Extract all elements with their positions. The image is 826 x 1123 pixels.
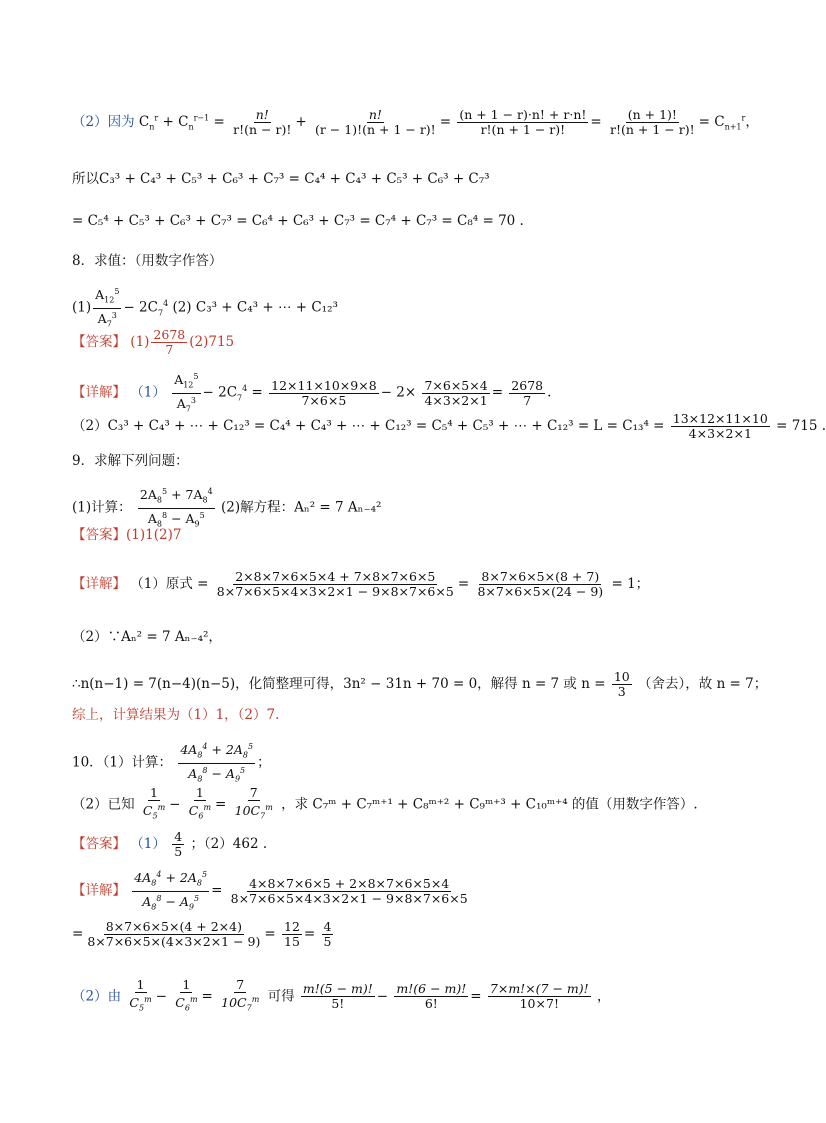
detail-text: = 1；	[611, 576, 650, 592]
question-text: 10．（1）计算：	[72, 754, 173, 771]
fraction: $\frac{2678}{7}$	[511, 377, 544, 408]
fraction: $\frac{7}{10C_7^m}$	[221, 977, 260, 1013]
fraction: $\frac{7\times m!\times(7 - m)!}{10\times 7!}$	[489, 981, 589, 1012]
detail-text: （1）原式 =	[130, 576, 209, 592]
question-text: (1)计算：	[72, 499, 132, 516]
question-text: ，求 C₇ᵐ + C₇ᵐ⁺¹ + C₈ᵐ⁺² + C₉ᵐ⁺³ + C₁₀ᵐ⁺⁴ 的值（用数字作答）.	[281, 796, 698, 813]
fraction: $\frac{10}{3}$	[613, 669, 630, 699]
detail-9-2: （2）∵Aₙ² = 7 Aₙ₋₄²，	[72, 629, 222, 645]
answer-tag: 【答案】	[72, 527, 126, 543]
fraction: $\frac{(n + 1 - r)\cdot n! + r\cdot n!}{r!(n + 1 - r)!}$	[459, 107, 587, 137]
detail-text: （2）C₃³ + C₄³ + ⋯ + C₁₂³ = C₄⁴ + C₄³ + ⋯ + C₁₂³ = C₅⁴ + C₅³ + ⋯ + C₁₂³ = L = C₁₃⁴ =	[72, 418, 665, 434]
fraction	[151, 328, 187, 357]
detail-text: = 715 .	[776, 418, 826, 434]
question-9: 9．求解下列问题：	[72, 453, 189, 469]
combination-identity-line: （2）因为 $C_n^r + C_n^{r-1}$ = $\frac{n!}{r!(n - r)!}$ + $\frac{n!}{(r - 1)!(n + 1 - r)!}$ = $\frac{(n + 1 - r)\cdot n! + r\cdot n!}{r!(n + 1 - r)!}$ = $\frac{(n + 1)!}{r!(n + 1 - r)!}$ = $C_{n+1}^r$，	[72, 107, 759, 137]
answer-text: ；（2）462 .	[190, 836, 268, 852]
fraction: $\frac{1}{C_5^m}$	[129, 977, 152, 1013]
fraction: $\frac{A_{12}^5}{A_7^3}$	[95, 287, 120, 329]
fraction: $\frac{4A_8^4 + 2A_8^5}{A_8^8 - A_9^5}$	[134, 870, 208, 912]
question-text: （2）已知	[72, 796, 135, 813]
fraction: $\frac{n!}{(r - 1)!(n + 1 - r)!}$	[314, 107, 436, 137]
fraction: $\frac{12}{15}$	[284, 919, 300, 949]
answer-9	[72, 526, 181, 544]
question-8-part-2: (2) C₃³ + C₄³ + ⋯ + C₁₂³	[172, 299, 338, 316]
fraction: $\frac{2\times 8\times 7\times 6\times 5\times 4 + 7\times 8\times 7\times 6\times 5}{8\times 7\times 6\times 5\times 4\times 3\times 2\times 1 - 9\times 8\times 7\times 6\times 5}$	[216, 569, 454, 599]
part-label: （2）因为	[72, 114, 135, 130]
detail-text: ，	[596, 988, 611, 1005]
fraction: $\frac{1}{C_5^m}$	[142, 785, 166, 821]
answer-10	[72, 830, 267, 859]
detail-tag: 【详解】	[72, 576, 126, 592]
fraction: $\frac{m!(6 - m)!}{6!}$	[396, 981, 467, 1012]
fraction: $\frac{1}{C_6^m}$	[175, 977, 198, 1013]
fraction: $\frac{4A_8^4 + 2A_8^5}{A_8^8 - A_9^5}$	[180, 742, 254, 784]
fraction: $\frac{8\times 7\times 6\times 5\times(4 + 2\times 4)}{8\times 7\times 6\times 5\times(4\times 3\times 2\times 1 - 9)}$	[87, 919, 261, 949]
fraction: $\frac{4}{5}$	[323, 919, 332, 949]
part-label: （1）	[130, 384, 166, 401]
fraction: $\frac{A_{12}^5}{A_7^3}$	[174, 372, 199, 414]
question-text: (2)解方程：Aₙ² = 7 Aₙ₋₄²	[220, 499, 382, 516]
answer-8	[72, 328, 234, 357]
answer-text: (1)	[130, 334, 150, 350]
detail-10-3: （2）由 $\frac{1}{C_5^m}$ − $\frac{1}{C_6^m}$ = $\frac{7}{10C_7^m}$ 可得 $\frac{m!(5 - m)!}{5!}$ − $\frac{m!(6 - m)!}{6!}$ = $\frac{7\times m!\times(7 - m)!}{10\times 7!}$ ，	[72, 978, 610, 1016]
question-9-parts	[72, 485, 381, 531]
fraction: $\frac{7\times 6\times 5\times 4}{4\times 3\times 2\times 1}$	[424, 377, 488, 408]
detail-text: ∴n(n−1) = 7(n−4)(n−5)，化简整理可得，3n² − 31n + 70 = 0，解得 n = 7 或 n =	[72, 676, 606, 692]
detail-text: 可得	[267, 988, 295, 1005]
lhs-expr: $C_n^r + C_n^{r-1}$ =	[138, 113, 225, 132]
fraction: $\frac{(n + 1)!}{r!(n + 1 - r)!}$	[610, 107, 695, 137]
sum-line-2: = C₅⁴ + C₅³ + C₆³ + C₇³ = C₆⁴ + C₆³ + C₇³ = C₇⁴ + C₇³ = C₈⁴ = 70 .	[72, 213, 524, 229]
fraction: $\frac{n!}{r!(n - r)!}$	[233, 107, 292, 137]
question-8: 8．求值：（用数字作答）	[72, 253, 223, 269]
detail-9-3	[72, 670, 767, 699]
fraction: $\frac{7}{10C_7^m}$	[234, 785, 273, 821]
answer-text: （1）	[130, 836, 166, 852]
detail-8-2	[72, 412, 826, 441]
answer-numerator: 2678	[153, 327, 186, 342]
question-10-part-1: 10．（1）计算： $\frac{4A_8^4 + 2A_8^5}{A_8^8 - A_9^5}$ ；	[72, 740, 271, 786]
answer-text: (1)1(2)7	[126, 527, 182, 543]
question-10-part-2: （2）已知 $\frac{1}{C_5^m}$ − $\frac{1}{C_6^m}$ = $\frac{7}{10C_7^m}$ ，求 C₇ᵐ + C₇ᵐ⁺¹ + C₈ᵐ⁺² + C₉ᵐ⁺³ + C₁₀ᵐ⁺⁴ 的值（用数字作答）.	[72, 786, 698, 824]
fraction: $\frac{4\times 8\times 7\times 6\times 5 + 2\times 8\times 7\times 6\times 5\times 4}{8\times 7\times 6\times 5\times 4\times 3\times 2\times 1 - 9\times 8\times 7\times 6\times 5}$	[230, 875, 468, 906]
detail-10-1: 【详解】 $\frac{4A_8^4 + 2A_8^5}{A_8^8 - A_9^5}$ = $\frac{4\times 8\times 7\times 6\times 5 + 2\times 8\times 7\times 6\times 5\times 4}{8\times 7\times 6\times 5\times 4\times 3\times 2\times 1 - 9\times 8\times 7\times 6\times 5}$	[72, 868, 472, 914]
detail-9-1: 【详解】 （1）原式 = $\frac{2\times 8\times 7\times 6\times 5\times 4 + 7\times 8\times 7\times 6\times 5}{8\times 7\times 6\times 5\times 4\times 3\times 2\times 1 - 9\times 8\times 7\times 6\times 5}$ = $\frac{8\times 7\times 6\times 5\times(8 + 7)}{8\times 7\times 6\times 5\times(24 - 9)}$ = 1；	[72, 569, 650, 599]
answer-tag: 【答案】	[72, 334, 126, 350]
detail-8-1: 【详解】 （1） $\frac{A_{12}^5}{A_7^3}$ − $2C_7^4$ = $\frac{12\times 11\times 10\times 9\times 8}{7\times 6\times 5}$ − 2× $\frac{7\times 6\times 5\times 4}{4\times 3\times 2\times 1}$ = $\frac{2678}{7}$ .	[72, 370, 551, 416]
answer-text: (2)715	[189, 334, 235, 350]
fraction: $\frac{2A_8^5 + 7A_8^4}{A_8^8 - A_9^5}$	[139, 487, 213, 529]
detail-text: （舍去），故 n = 7；	[638, 676, 768, 692]
fraction: $\frac{4}{5}$	[174, 829, 183, 859]
detail-tag: 【详解】	[72, 882, 126, 899]
fraction: $\frac{12\times 11\times 10\times 9\times 8}{7\times 6\times 5}$	[271, 377, 377, 408]
fraction: $\frac{13\times 12\times 11\times 10}{4\times 3\times 2\times 1}$	[672, 411, 768, 441]
detail-10-2: = $\frac{8\times 7\times 6\times 5\times(4 + 2\times 4)}{8\times 7\times 6\times 5\times(4\times 3\times 2\times 1 - 9)}$ = $\frac{12}{15}$ = $\frac{4}{5}$	[72, 919, 332, 949]
sum-line-1: 所以C₃³ + C₄³ + C₅³ + C₆³ + C₇³ = C₄⁴ + C₄³ + C₅³ + C₆³ + C₇³	[72, 171, 490, 187]
answer-denominator: 7	[165, 342, 174, 357]
summary-9: 综上，计算结果为（1）1，（2）7.	[72, 707, 280, 723]
question-8-parts: (1) $\frac{A_{12}^5}{A_7^3}$ − $2C_7^4$ (2) C₃³ + C₄³ + ⋯ + C₁₂³	[72, 285, 338, 331]
fraction: $\frac{8\times 7\times 6\times 5\times(8 + 7)}{8\times 7\times 6\times 5\times(24 - 9)}$	[477, 569, 604, 599]
detail-text: （2）由	[72, 988, 122, 1005]
answer-tag: 【答案】	[72, 836, 126, 852]
fraction: $\frac{1}{C_6^m}$	[188, 785, 212, 821]
fraction: $\frac{m!(5 - m)!}{5!}$	[302, 981, 373, 1012]
detail-tag: 【详解】	[72, 384, 126, 401]
